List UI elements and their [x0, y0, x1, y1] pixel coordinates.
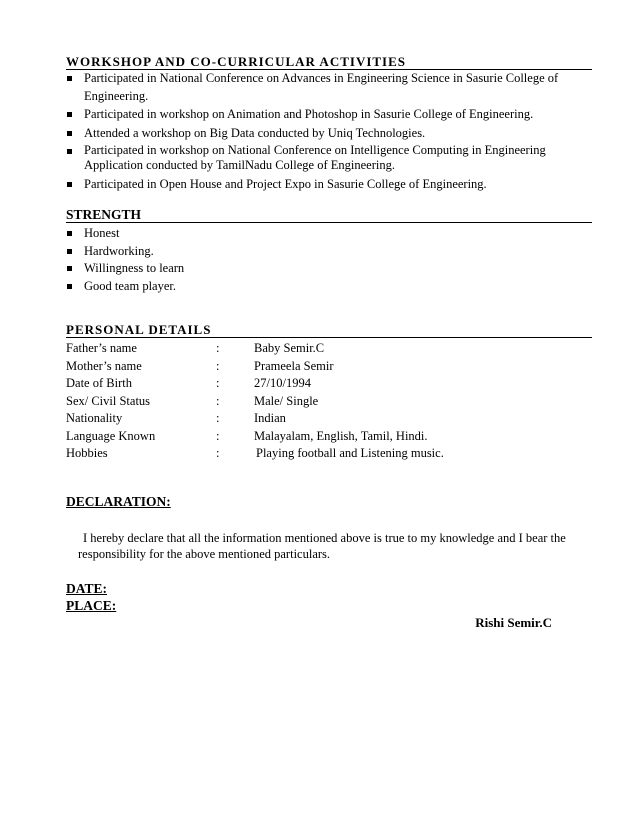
detail-key: Mother’s name: [66, 358, 142, 373]
detail-value: Prameela Semir: [254, 358, 334, 373]
date-label: DATE:: [66, 581, 108, 596]
table-row: [66, 393, 444, 411]
table-row: [66, 340, 444, 358]
table-row: [66, 410, 444, 428]
declaration-title: DECLARATION:: [66, 494, 171, 509]
detail-value: 27/10/1994: [254, 376, 311, 390]
detail-colon: :: [216, 376, 220, 390]
personal-details-table: [66, 340, 444, 463]
list-item: Participated in Open House and Project Expo in Sasurie College of Engineering.: [66, 176, 586, 194]
table-row: [66, 375, 444, 393]
workshop-section-title: WORKSHOP AND CO-CURRICULAR ACTIVITIES: [66, 55, 592, 70]
signature-name: Rishi Semir.C: [475, 615, 552, 630]
table-row: [66, 358, 444, 376]
detail-value: Baby Semir.C: [254, 341, 325, 355]
list-item: Participated in workshop on Animation and Photoshop in Sasurie College of Engineering.: [66, 106, 586, 124]
strength-list: [66, 225, 586, 295]
detail-colon: :: [216, 341, 220, 355]
detail-value: Male/ Single: [254, 393, 319, 408]
strength-section-title: STRENGTH: [66, 208, 592, 223]
list-item: Participated in National Conference on Advances in Engineering Science in Sasurie College of Engineering.: [66, 70, 586, 105]
personal-section-title: PERSONAL DETAILS: [66, 323, 592, 338]
table-row: [66, 428, 444, 446]
workshop-list: [66, 70, 586, 194]
detail-key: Father’s name: [66, 341, 137, 355]
detail-key: Sex/ Civil Status: [66, 393, 151, 408]
declaration-text: I hereby declare that all the information mentioned above is true to my knowledge and I bear the responsibility for the above mentioned particulars.: [78, 531, 566, 561]
place-label: PLACE:: [66, 598, 117, 613]
detail-key: Nationality: [66, 411, 123, 425]
detail-colon: :: [216, 428, 220, 443]
list-item: Willingness to learn: [66, 260, 586, 278]
detail-key: Hobbies: [66, 446, 108, 460]
list-item: Attended a workshop on Big Data conducted by Uniq Technologies.: [66, 125, 586, 143]
list-item: Good team player.: [66, 278, 586, 296]
detail-colon: :: [216, 446, 220, 460]
detail-value: Indian: [254, 411, 286, 425]
detail-key: Date of Birth: [66, 376, 132, 390]
list-item: Participated in workshop on National Conference on Intelligence Computing in Engineering Application conducted by TamilNadu College of Engineering.: [66, 143, 586, 173]
detail-colon: :: [216, 393, 220, 408]
detail-colon: :: [216, 411, 220, 425]
detail-value: Malayalam, English, Tamil, Hindi.: [254, 428, 428, 443]
list-item: Honest: [66, 225, 586, 243]
table-row: [66, 445, 444, 463]
detail-key: Language Known: [66, 428, 156, 443]
detail-colon: :: [216, 358, 220, 373]
detail-value: Playing football and Listening music.: [256, 446, 444, 460]
list-item: Hardworking.: [66, 243, 586, 261]
